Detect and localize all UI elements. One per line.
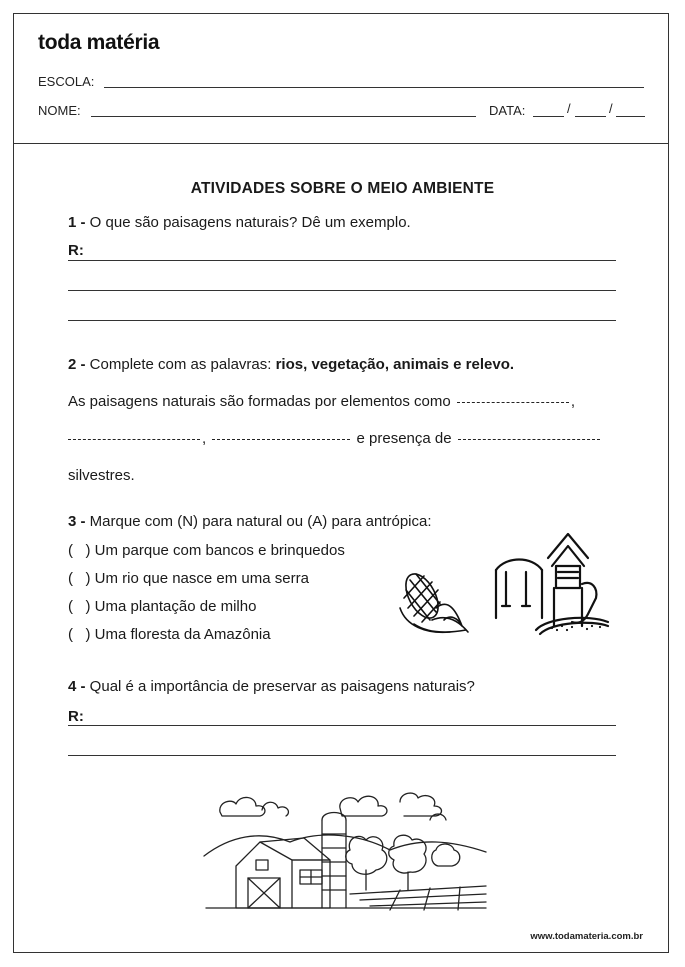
question-1-text: O que são paisagens naturais? Dê um exemplo. — [85, 214, 411, 231]
playground-illustration — [492, 526, 610, 644]
school-label: ESCOLA: — [38, 74, 95, 89]
question-1-answer-line-2[interactable] — [68, 290, 616, 291]
date-year-field[interactable] — [616, 116, 645, 117]
question-2-line3: silvestres. — [68, 467, 135, 484]
option-item — [68, 570, 309, 587]
option-checkbox[interactable]: ( ) — [68, 542, 91, 559]
question-3-number: 3 - — [68, 513, 86, 530]
question-2-number: 2 - — [68, 356, 86, 373]
option-checkbox[interactable]: ( ) — [68, 626, 91, 643]
farm-illustration — [200, 790, 490, 915]
option-label: Um rio que nasce em uma serra — [94, 570, 309, 587]
question-2-blank-2[interactable] — [68, 439, 200, 440]
date-day-field[interactable] — [533, 116, 564, 117]
footer-url: www.todamateria.com.br — [530, 931, 643, 942]
option-item — [68, 542, 345, 559]
school-field[interactable] — [104, 87, 644, 88]
question-3-text: Marque com (N) para natural ou (A) para antrópica: — [85, 513, 432, 530]
corn-illustration — [396, 568, 472, 640]
question-1-number: 1 - — [68, 214, 86, 231]
question-2-blank-1[interactable] — [457, 402, 569, 403]
date-separator-2: / — [609, 101, 613, 116]
question-3 — [68, 513, 432, 530]
question-2-sentence-line-1 — [68, 393, 575, 410]
question-2-sentence-line-2 — [68, 430, 602, 447]
date-separator-1: / — [567, 101, 571, 116]
question-2-line2-text: e presença de — [356, 430, 452, 447]
brand-logo: toda matéria — [38, 31, 160, 54]
header-divider — [13, 143, 669, 144]
question-1 — [68, 214, 411, 231]
date-month-field[interactable] — [575, 116, 606, 117]
question-4-answer-line-1[interactable] — [68, 725, 616, 726]
question-2-line1-text: As paisagens naturais são formadas por elementos como — [68, 393, 451, 410]
question-1-answer-line-1[interactable] — [68, 260, 616, 261]
question-2-blank-3[interactable] — [212, 439, 350, 440]
question-2-line2-comma: , — [202, 430, 207, 447]
option-label: Um parque com bancos e brinquedos — [94, 542, 345, 559]
question-4-answer-line-2[interactable] — [68, 755, 616, 756]
question-4-answer-label: R: — [68, 708, 84, 725]
question-2-word-bank: rios, vegetação, animais e relevo. — [275, 356, 515, 373]
question-2 — [68, 356, 514, 373]
page-title: ATIVIDADES SOBRE O MEIO AMBIENTE — [190, 180, 495, 197]
question-1-answer-line-3[interactable] — [68, 320, 616, 321]
option-item — [68, 598, 256, 615]
option-label: Uma floresta da Amazônia — [94, 626, 271, 643]
option-checkbox[interactable]: ( ) — [68, 570, 91, 587]
date-label: DATA: — [489, 103, 526, 118]
question-4 — [68, 678, 475, 695]
option-item — [68, 626, 271, 643]
question-4-text: Qual é a importância de preservar as paisagens naturais? — [85, 678, 475, 695]
question-2-blank-4[interactable] — [458, 439, 600, 440]
question-1-answer-label: R: — [68, 242, 84, 259]
question-2-line1-comma: , — [570, 393, 576, 410]
question-2-text: Complete com as palavras: — [85, 356, 276, 373]
option-checkbox[interactable]: ( ) — [68, 598, 91, 615]
question-4-number: 4 - — [68, 678, 86, 695]
name-label: NOME: — [38, 103, 81, 118]
name-field[interactable] — [91, 116, 476, 117]
option-label: Uma plantação de milho — [94, 598, 257, 615]
